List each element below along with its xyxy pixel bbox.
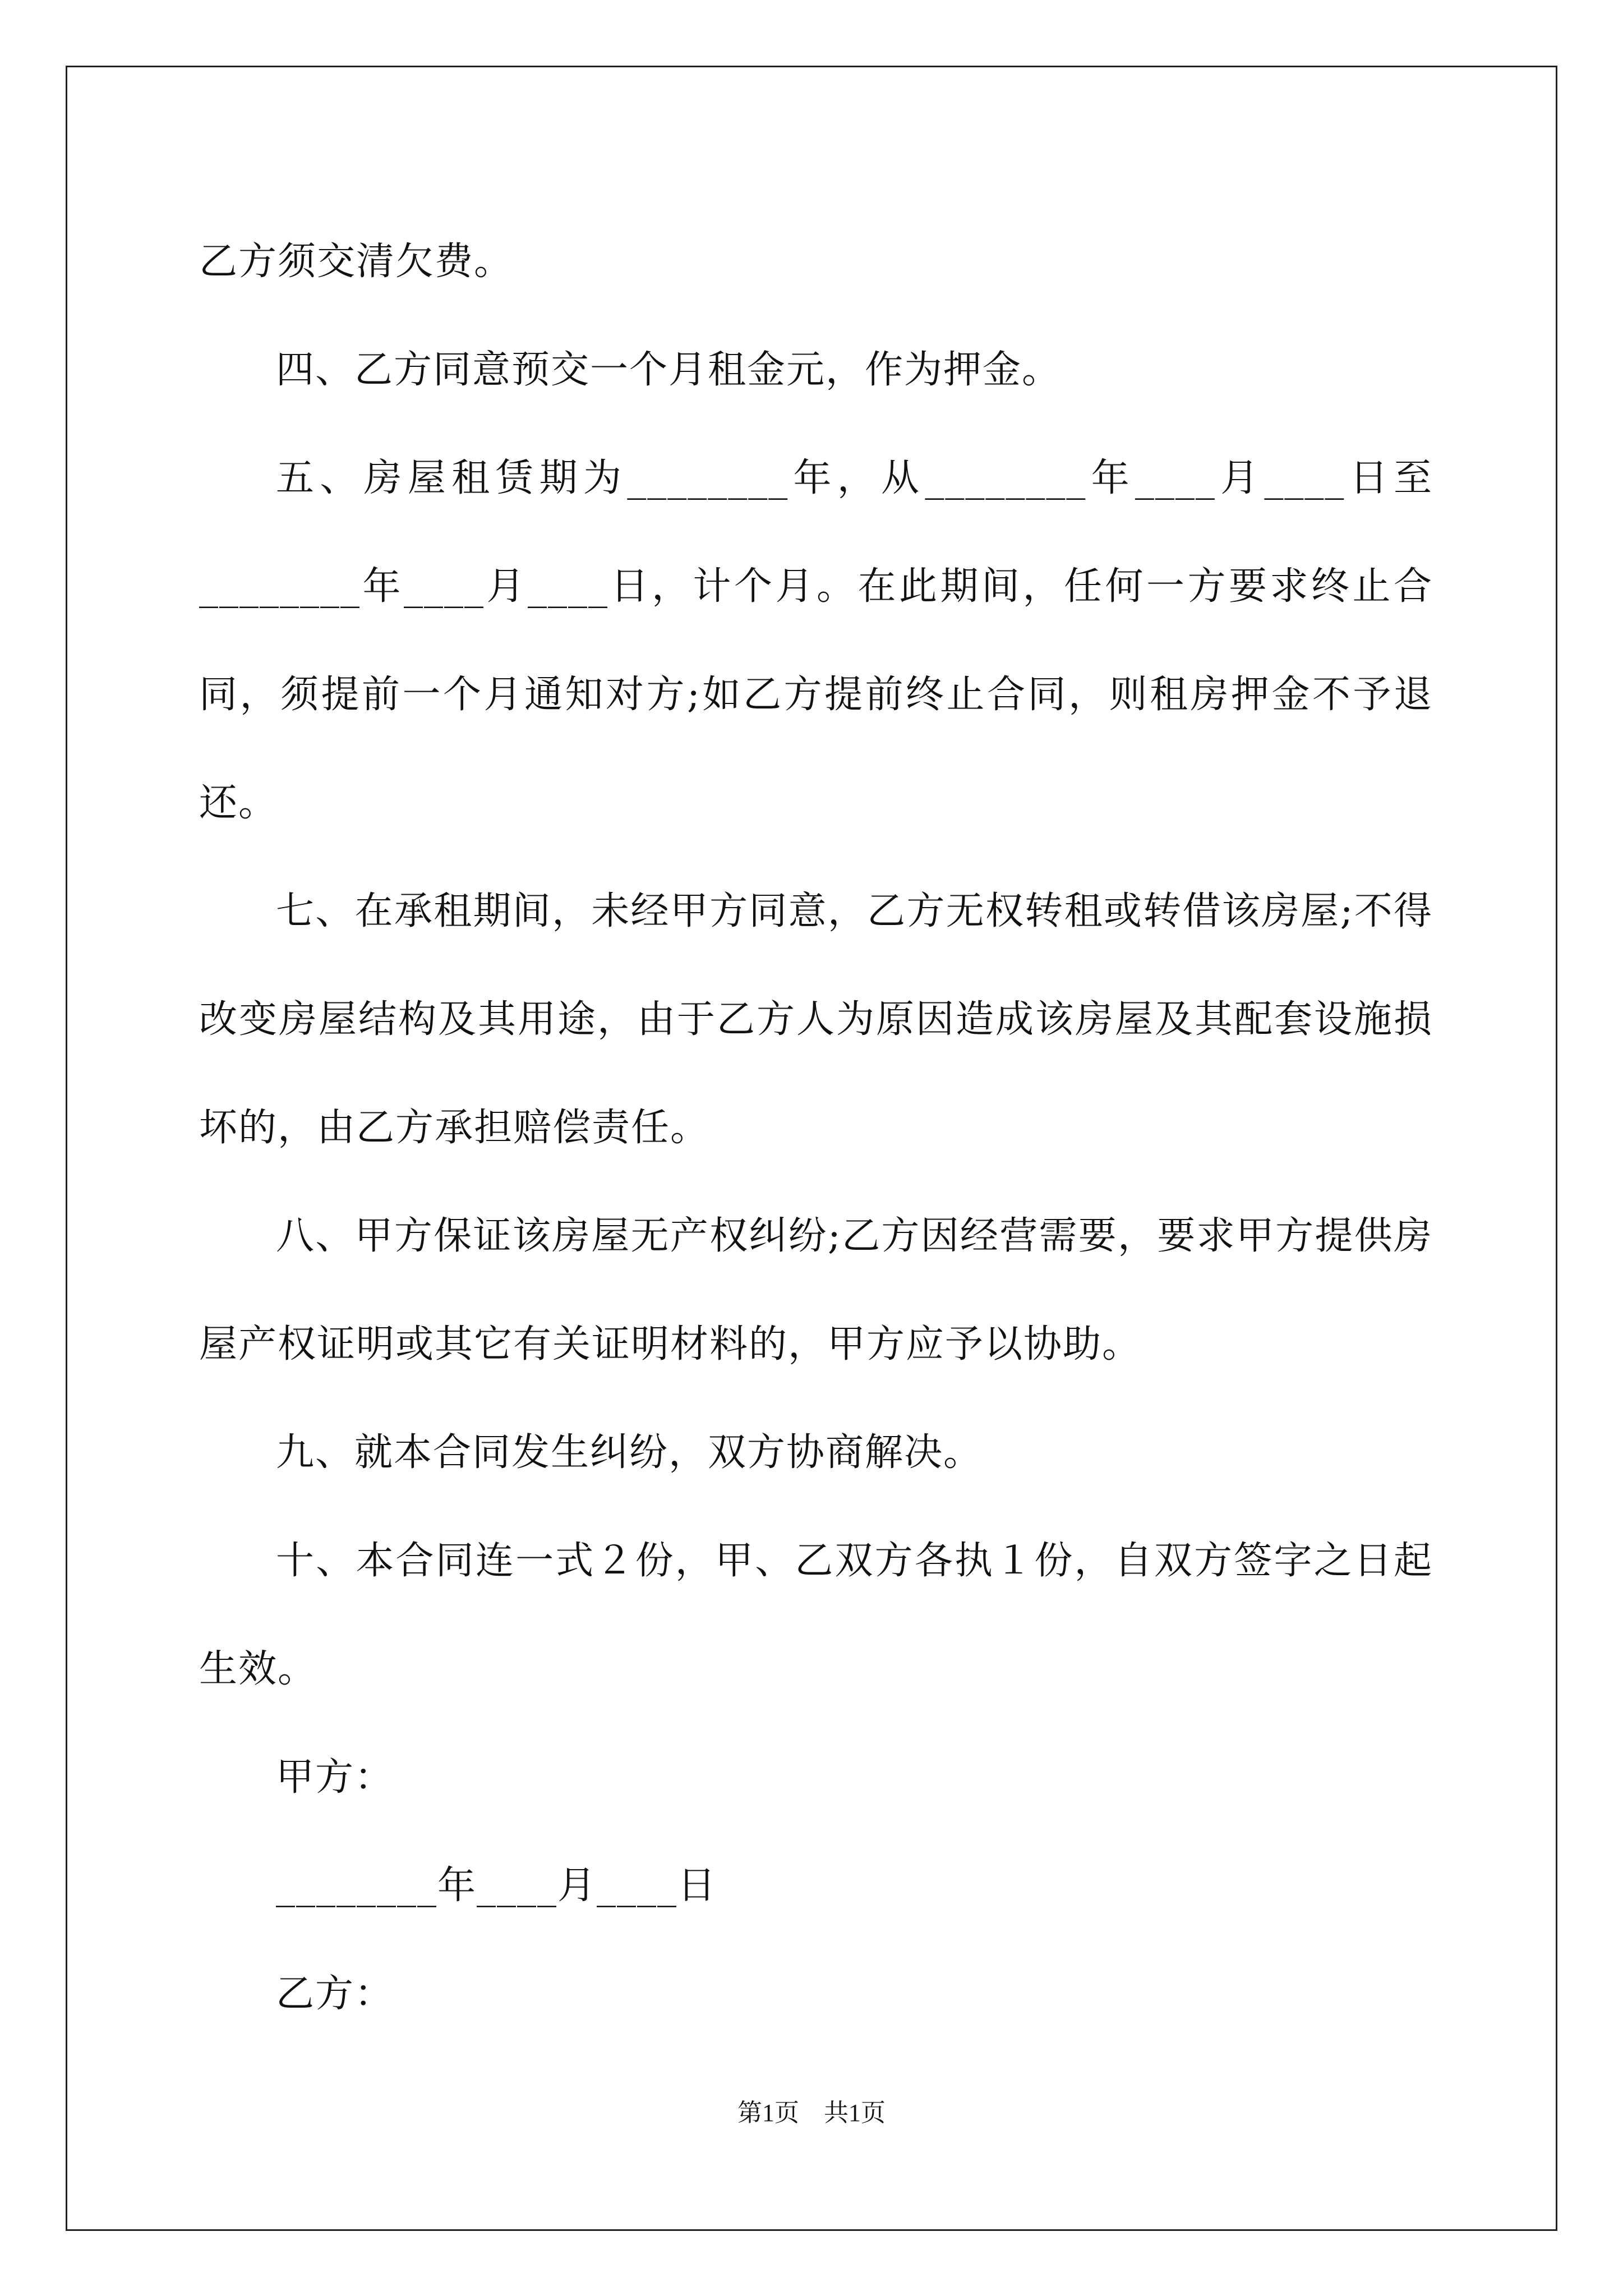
paragraph-copies: 十、本合同连一式２份，甲、乙双方各执１份，自双方签字之日起生效。 bbox=[199, 1539, 1433, 1691]
paragraph-lease-term: 五、房屋租赁期为________年，从________年____月____日至________年____月____日，计个月。在此期间，任何一方要求终止合同，须提前一个月通知对方;如乙方提前终止合同，则租房押金不予退还。 bbox=[199, 456, 1433, 825]
signature-date-line: ________年____月____日 bbox=[276, 1864, 717, 1908]
party-b-label: 乙方： bbox=[276, 1972, 394, 2016]
party-a-label: 甲方： bbox=[276, 1755, 394, 1800]
paragraph-deposit: 四、乙方同意预交一个月租金元，作为押金。 bbox=[276, 348, 1062, 392]
page-number: 第1页 共1页 bbox=[737, 2099, 886, 2127]
paragraph-sublease: 七、在承租期间，未经甲方同意，乙方无权转租或转借该房屋;不得改变房屋结构及其用途，由于乙方人为原因造成该房屋及其配套设施损坏的，由乙方承担赔偿责任。 bbox=[199, 889, 1433, 1150]
paragraph-property-rights: 八、甲方保证该房屋无产权纠纷;乙方因经营需要，要求甲方提供房屋产权证明或其它有关证明材料的，甲方应予以协助。 bbox=[199, 1214, 1433, 1366]
paragraph-arrears: 乙方须交清欠费。 bbox=[199, 240, 514, 284]
document-body bbox=[199, 208, 1433, 2048]
paragraph-disputes: 九、就本合同发生纠纷，双方协商解决。 bbox=[276, 1430, 983, 1475]
